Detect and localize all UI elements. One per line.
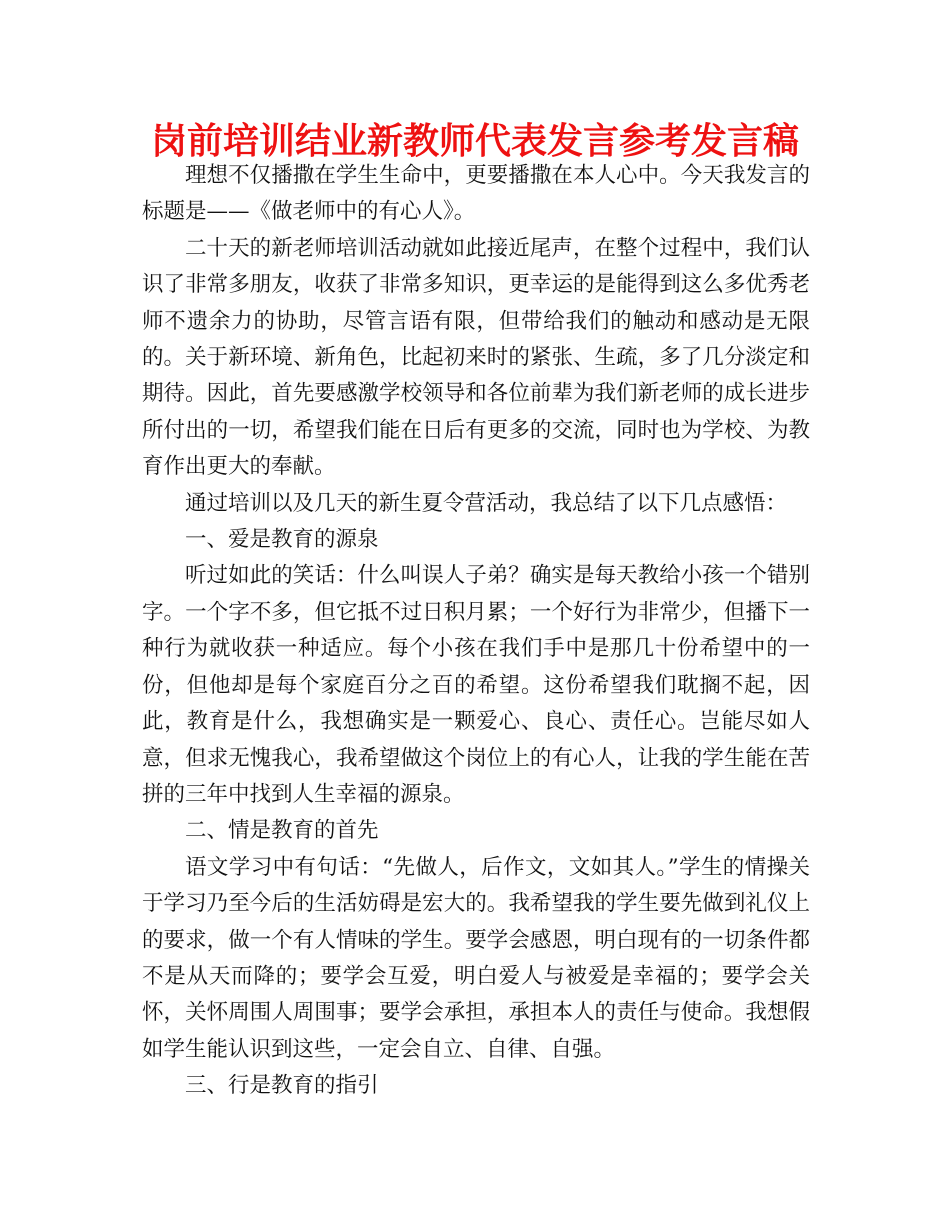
paragraph-summary: 通过培训以及几天的新生夏令营活动，我总结了以下几点感悟： xyxy=(185,490,788,516)
paragraph-love: 听过如此的笑话：什么叫误人子弟？确实是每天教给小孩一个错别字。一个字不多，但它抵不过日积月累；一个好行为非常少，但播下一种行为就收获一种适应。每个小孩在我们手中是那几十份希望中的一份，但他却是每个家庭百分之百的希望。这份希望我们耽搁不起，因此，教育是什么，我想确实是一颗爱心、良心、责任心。岂能尽如人意，但求无愧我心，我希望做这个岗位上的有心人，让我的学生能在苦拼的三年中找到人生幸福的源泉。 xyxy=(142,563,810,807)
heading-action: 三、行是教育的指引 xyxy=(185,1073,379,1099)
heading-love: 一、爱是教育的源泉 xyxy=(185,527,379,553)
paragraph-emotion: 语文学习中有句话：“先做人，后作文，文如其人。”学生的情操关于学习乃至今后的生活妨碍是宏大的。我希望我的学生要先做到礼仪上的要求，做一个有人情味的学生。要学会感恩，明白现有的一切条件都不是从天而降的；要学会互爱，明白爱人与被爱是幸福的；要学会关怀，关怀周围人周围事；要学会承担，承担本人的责任与使命。我想假如学生能认识到这些，一定会自立、自律、自强。 xyxy=(142,854,810,1062)
document-body xyxy=(142,158,810,1105)
paragraph-intro: 理想不仅播撒在学生生命中，更要播撒在本人心中。今天我发言的标题是——《做老师中的有心人》。 xyxy=(142,163,810,225)
document-title: 岗前培训结业新教师代表发言参考发言稿 xyxy=(150,121,799,162)
paragraph-training: 二十天的新老师培训活动就如此接近尾声，在整个过程中，我们认识了非常多朋友，收获了非常多知识，更幸运的是能得到这么多优秀老师不遗余力的协助，尽管言语有限，但带给我们的触动和感动是无限的。关于新环境、新角色，比起初来时的紧张、生疏，多了几分淡定和期待。因此，首先要感激学校领导和各位前辈为我们新老师的成长进步所付出的一切，希望我们能在日后有更多的交流，同时也为学校、为教育作出更大的奉献。 xyxy=(142,235,810,480)
heading-emotion: 二、情是教育的首先 xyxy=(185,818,379,844)
